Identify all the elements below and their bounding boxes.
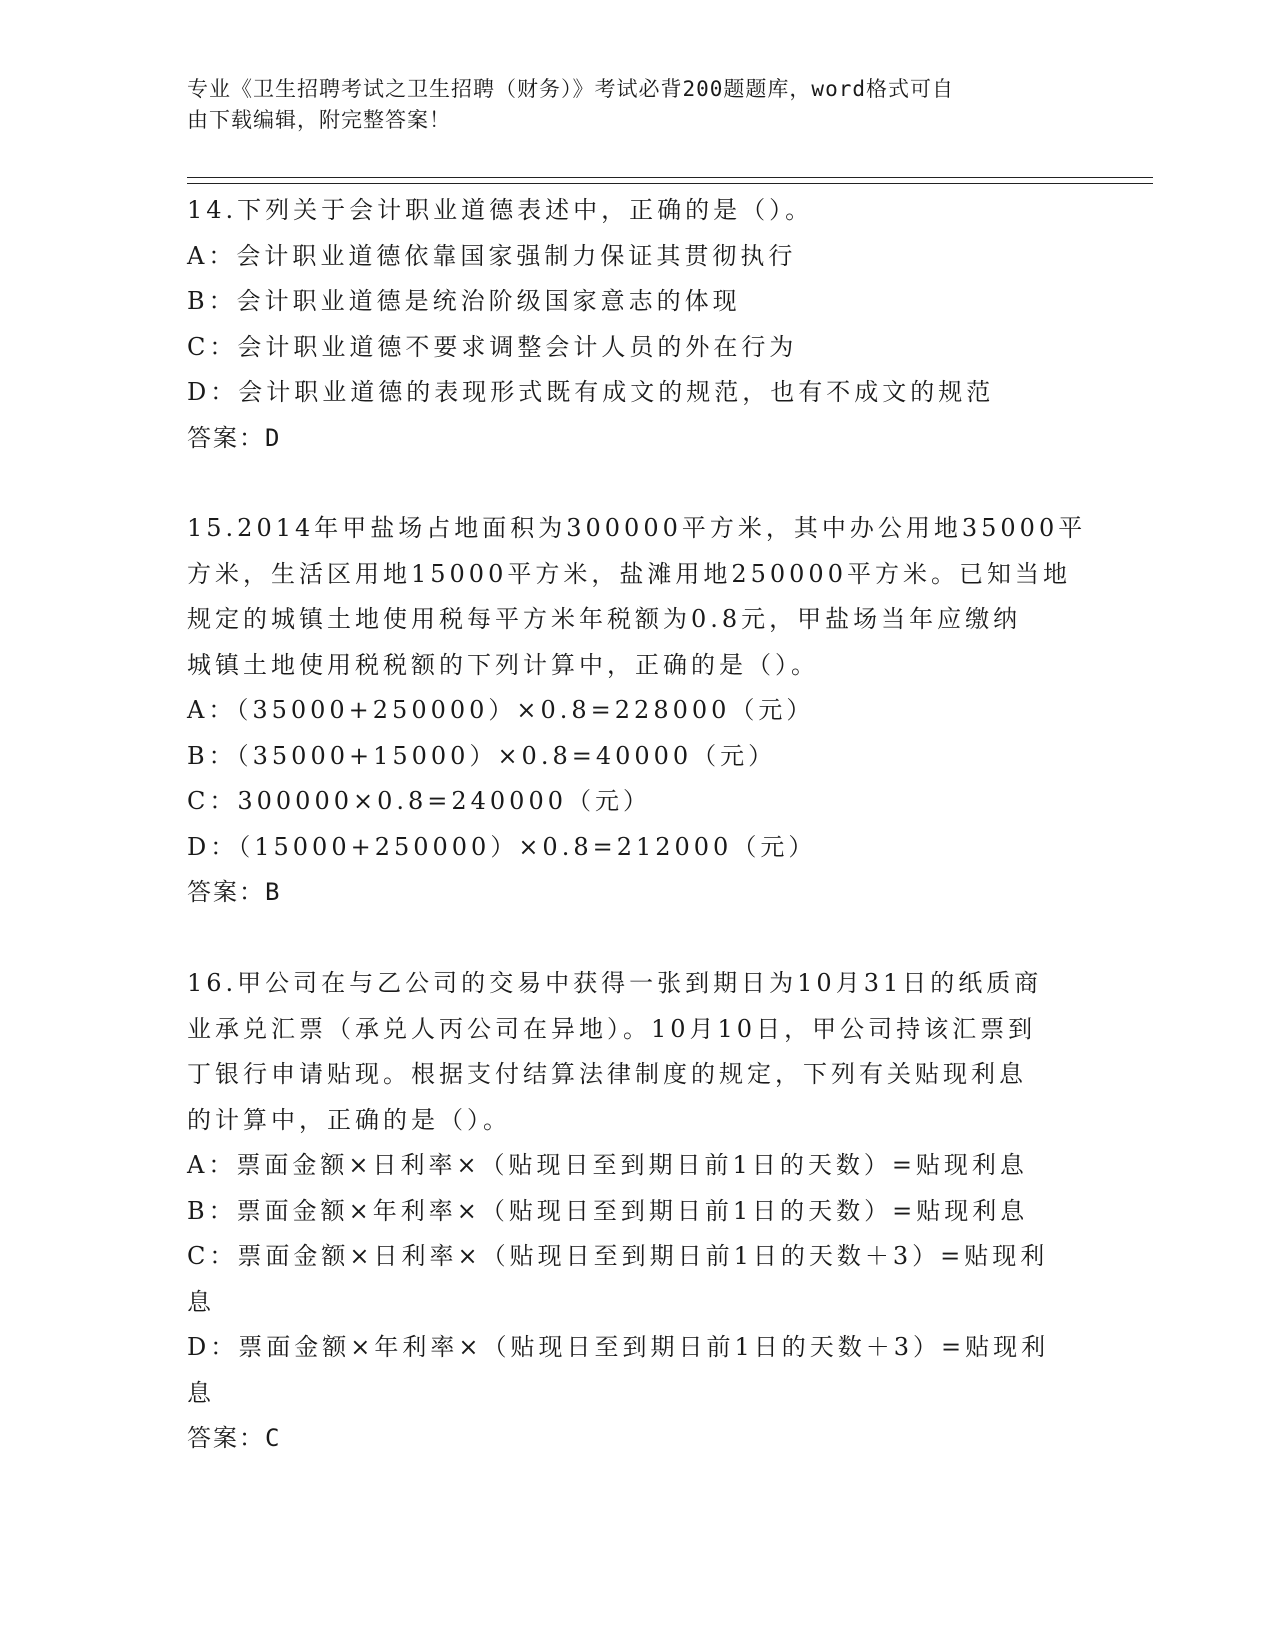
option-c: C：会计职业道德不要求调整会计人员的外在行为: [187, 332, 798, 361]
option-a: A：会计职业道德依靠国家强制力保证其贯彻执行: [187, 241, 797, 270]
option-b: B：（35000+15000）×0.8=40000（元）: [187, 741, 777, 770]
stem-line: 方米，生活区用地15000平方米，盐滩用地250000平方米。已知当地: [187, 559, 1071, 588]
answer-line: 答案：D: [187, 423, 282, 452]
question-stem: [187, 506, 1087, 688]
option-d: D：票面金额×年利率×（贴现日至到期日前1日的天数＋3）=贴现利: [187, 1333, 1050, 1361]
option-c: C：票面金额×日利率×（贴现日至到期日前1日的天数＋3）=贴现利: [187, 1242, 1049, 1270]
stem-line: 丁银行申请贴现。根据支付结算法律制度的规定，下列有关贴现利息: [187, 1060, 1027, 1088]
question-stem: [187, 961, 1077, 1143]
option-c: C：300000×0.8=240000（元）: [187, 787, 651, 815]
option-d: D：（15000+250000）×0.8=212000（元）: [187, 832, 817, 861]
header-line-1: 专业《卫生招聘考试之卫生招聘（财务）》考试必背200题题库，word格式可自: [187, 77, 954, 101]
option-a: A：票面金额×日利率×（贴现日至到期日前1日的天数）=贴现利息: [187, 1151, 1028, 1179]
answer-line: 答案：B: [187, 878, 282, 906]
question-14: [187, 188, 1077, 461]
option-d-continued: 息: [187, 1378, 215, 1407]
stem-line: 16.甲公司在与乙公司的交易中获得一张到期日为10月31日的纸质商: [187, 969, 1043, 997]
option-c-continued: 息: [187, 1287, 215, 1316]
stem-line: 业承兑汇票（承兑人丙公司在异地）。10月10日，甲公司持该汇票到: [187, 1014, 1037, 1043]
option-b: B：会计职业道德是统治阶级国家意志的体现: [187, 287, 741, 315]
option-a: A：（35000+250000）×0.8=228000（元）: [187, 696, 815, 724]
stem-line: 规定的城镇土地使用税每平方米年税额为0.8元，甲盐场当年应缴纳: [187, 605, 1022, 633]
option-b: B：票面金额×年利率×（贴现日至到期日前1日的天数）=贴现利息: [187, 1196, 1029, 1225]
stem-line: 15.2014年甲盐场占地面积为300000平方米，其中办公用地35000平: [187, 514, 1087, 542]
header-line-2: 由下载编辑，附完整答案！: [187, 108, 451, 132]
question-15: [187, 506, 1087, 916]
document-header: [187, 74, 1067, 136]
option-d: D：会计职业道德的表现形式既有成文的规范，也有不成文的规范: [187, 378, 995, 406]
question-stem: [187, 188, 1077, 234]
stem-line: 城镇土地使用税税额的下列计算中，正确的是（）。: [187, 650, 819, 679]
stem-line: 的计算中，正确的是（）。: [187, 1105, 511, 1134]
header-divider-bottom: [187, 183, 1153, 184]
stem-line: 14.下列关于会计职业道德表述中，正确的是（）。: [187, 196, 814, 224]
answer-line: 答案：C: [187, 1424, 282, 1452]
question-16: [187, 961, 1077, 1462]
header-divider-top: [187, 177, 1153, 178]
